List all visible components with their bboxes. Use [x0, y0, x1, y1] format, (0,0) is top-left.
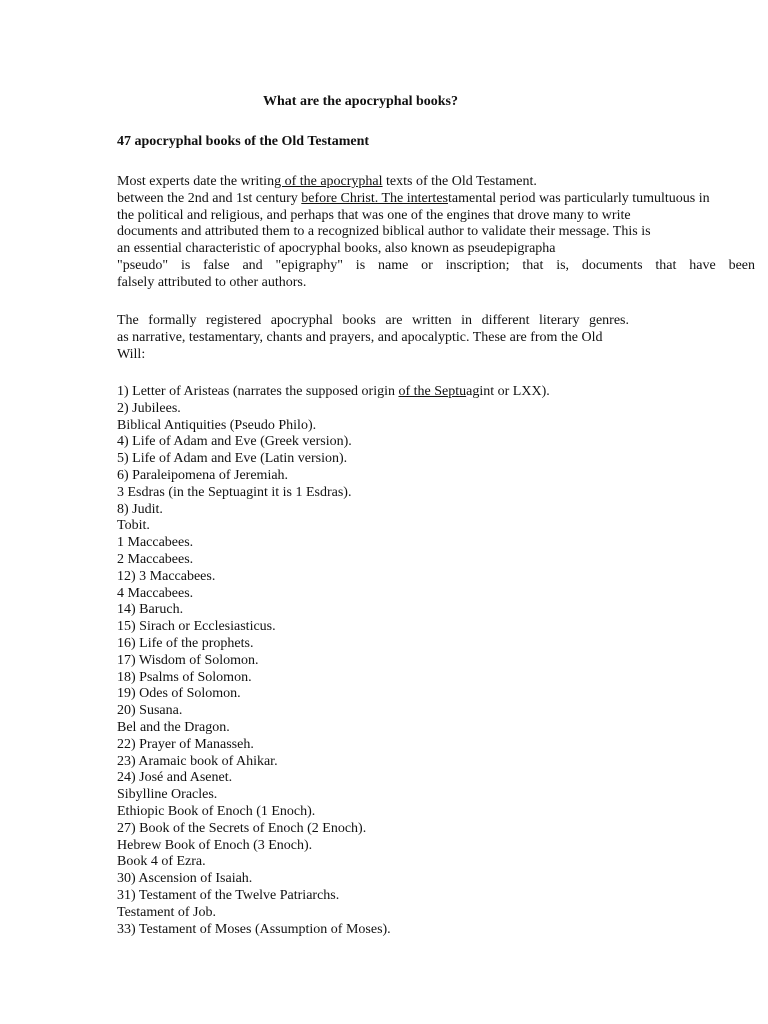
text-run: between the 2nd and 1st century: [117, 190, 302, 206]
genres-paragraph: [117, 313, 755, 363]
paragraph-line: The formally registered apocryphal books are written in different literary genres.: [117, 313, 629, 328]
intro-paragraph: [117, 174, 755, 291]
list-item: 22) Prayer of Manasseh.: [117, 736, 254, 752]
underlined-text: g of the apocryphal: [274, 174, 383, 189]
list-item: 1 Maccabees.: [117, 535, 194, 551]
list-item: 24) José and Asenet.: [117, 770, 233, 786]
paragraph-line: falsely attributed to other authors.: [117, 274, 307, 290]
list-item: 4 Maccabees.: [117, 585, 194, 601]
text-run: Most experts date the writin: [117, 174, 275, 189]
list-item: Sibylline Oracles.: [117, 787, 218, 803]
list-item: Ethiopic Book of Enoch (1 Enoch).: [117, 803, 316, 819]
list-item: 12) 3 Maccabees.: [117, 568, 216, 584]
text-run: 1) Letter of Aristeas (narrates the supposed origin: [117, 384, 399, 399]
list-item: 16) Life of the prophets.: [117, 635, 254, 651]
underlined-text: of the Septu: [398, 384, 467, 399]
list-item: 14) Baruch.: [117, 602, 184, 618]
list-item: Hebrew Book of Enoch (3 Enoch).: [117, 837, 313, 853]
text-run: agint or LXX).: [466, 384, 550, 399]
paragraph-line: the political and religious, and perhaps that was one of the engines that drove many to write: [117, 207, 631, 223]
list-item: 30) Ascension of Isaiah.: [117, 871, 253, 887]
text-run: texts of the Old Testament.: [382, 174, 537, 189]
paragraph-line: Will:: [117, 346, 146, 362]
list-item: Bel and the Dragon.: [117, 719, 230, 735]
paragraph-line: [117, 174, 755, 191]
list-item: [117, 384, 757, 401]
list-item: 5) Life of Adam and Eve (Latin version).: [117, 451, 348, 467]
list-item: 18) Psalms of Solomon.: [117, 669, 252, 685]
paragraph-line: [117, 191, 755, 208]
page-title: What are the apocryphal books?: [263, 94, 458, 109]
paragraph-line: as narrative, testamentary, chants and prayers, and apocalyptic. These are from the Old: [117, 329, 603, 345]
list-item: 4) Life of Adam and Eve (Greek version).: [117, 434, 352, 450]
list-item: 17) Wisdom of Solomon.: [117, 652, 259, 668]
list-item: 20) Susana.: [117, 703, 183, 719]
apocryphal-books-list: [117, 384, 757, 938]
list-item: 19) Odes of Solomon.: [117, 686, 241, 702]
list-item: 2) Jubilees.: [117, 400, 181, 416]
list-item: 31) Testament of the Twelve Patriarchs.: [117, 887, 340, 903]
text-run: tamental period was particularly tumultuous in: [447, 190, 710, 206]
section-heading: 47 apocryphal books of the Old Testament: [117, 134, 370, 149]
list-item: 8) Judit.: [117, 501, 163, 517]
list-item: 6) Paraleipomena of Jeremiah.: [117, 467, 289, 483]
list-item: 23) Aramaic book of Ahikar.: [117, 753, 278, 769]
list-item: 33) Testament of Moses (Assumption of Moses).: [117, 921, 391, 937]
list-item: 3 Esdras (in the Septuagint it is 1 Esdras).: [117, 484, 352, 500]
paragraph-line: an essential characteristic of apocryphal books, also known as pseudepigrapha: [117, 241, 556, 256]
paragraph-line: "pseudo" is false and "epigraphy" is name or inscription; that is, documents that have been: [117, 257, 755, 273]
list-item: 2 Maccabees.: [117, 551, 194, 567]
list-item: Tobit.: [117, 518, 150, 534]
list-item: 27) Book of the Secrets of Enoch (2 Enoch).: [117, 820, 367, 836]
list-item: 15) Sirach or Ecclesiasticus.: [117, 619, 276, 635]
list-item: Book 4 of Ezra.: [117, 854, 206, 870]
list-item: Biblical Antiquities (Pseudo Philo).: [117, 417, 317, 433]
list-item: Testament of Job.: [117, 904, 216, 920]
underlined-text: before Christ. The intertes: [301, 190, 448, 206]
paragraph-line: documents and attributed them to a recognized biblical author to validate their message. This is: [117, 224, 651, 240]
